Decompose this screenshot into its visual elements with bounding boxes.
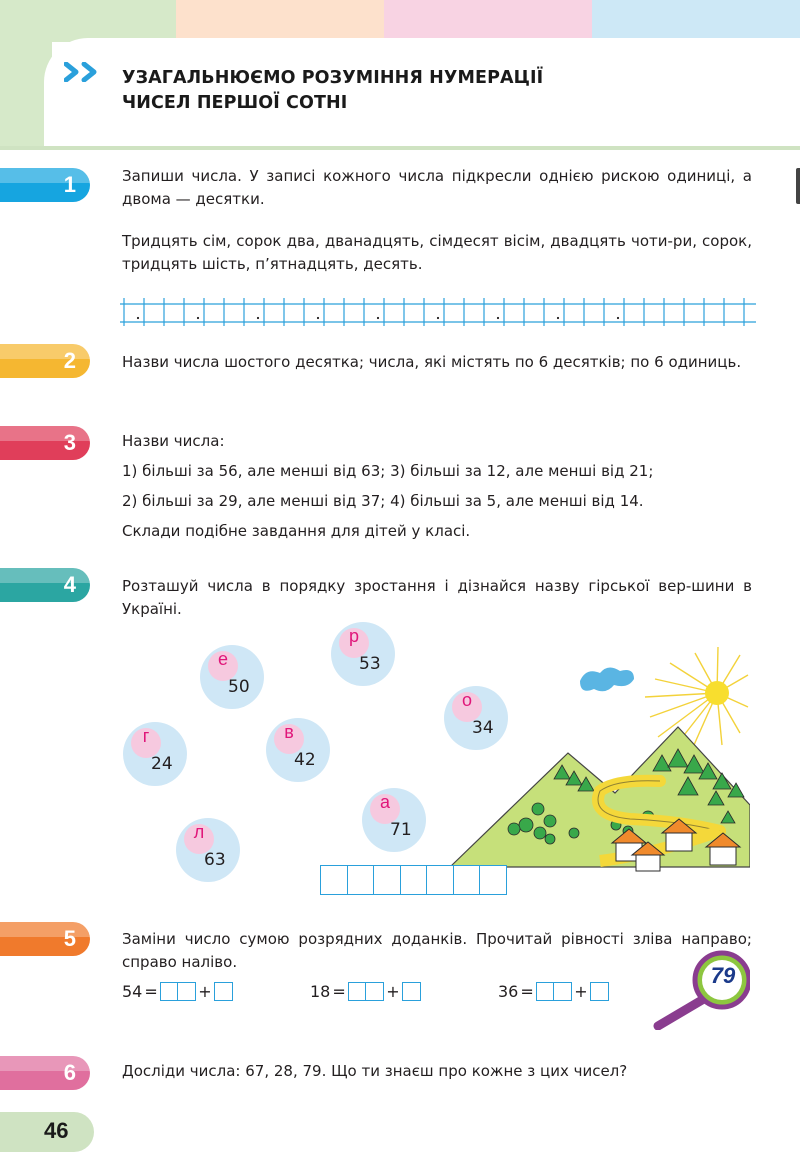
task-number: 6 bbox=[63, 1060, 76, 1085]
bubble-letter: о bbox=[461, 690, 472, 710]
mountain-landscape-illustration bbox=[440, 645, 750, 880]
task-number: 4 bbox=[63, 572, 76, 597]
bubble-letter: г bbox=[142, 726, 150, 746]
writing-grid bbox=[120, 294, 756, 330]
bubble-letter: л bbox=[193, 822, 205, 842]
answer-cell[interactable] bbox=[400, 865, 428, 895]
task-badge-3 bbox=[0, 426, 90, 460]
letter-bubble-v bbox=[266, 718, 330, 782]
bubble-value: 71 bbox=[390, 820, 412, 840]
task-number: 3 bbox=[63, 430, 76, 455]
double-chevron-icon bbox=[64, 62, 108, 86]
title-line-2: ЧИСЕЛ ПЕРШОЇ СОТНІ bbox=[122, 93, 348, 113]
answer-cell[interactable] bbox=[347, 865, 375, 895]
bubble-value: 34 bbox=[472, 718, 494, 738]
task-1-instruction: Запиши числа. У записі кожного числа підкресли однією рискою одиниці, а двома — десятки. bbox=[122, 167, 752, 208]
bubble-letter: в bbox=[284, 722, 294, 742]
equation-number: 54 bbox=[122, 982, 143, 1001]
plus-sign: + bbox=[198, 982, 212, 1001]
magnifier-icon bbox=[650, 950, 750, 1030]
equation-2 bbox=[310, 982, 421, 1001]
equation-number: 18 bbox=[310, 982, 331, 1001]
task-badge-1 bbox=[0, 168, 90, 202]
answer-cell[interactable] bbox=[426, 865, 454, 895]
task-badge-6 bbox=[0, 1056, 90, 1090]
task-badge-4 bbox=[0, 568, 90, 602]
task-3-intro: Назви числа: bbox=[122, 432, 225, 450]
task-2-text: Назви числа шостого десятка; числа, які містять по 6 десятків; по 6 одиниць. bbox=[122, 353, 742, 371]
page-edge-tab bbox=[796, 168, 800, 204]
equals-sign: = bbox=[520, 982, 534, 1001]
answer-square[interactable] bbox=[365, 982, 384, 1001]
answer-square[interactable] bbox=[590, 982, 609, 1001]
answer-square[interactable] bbox=[348, 982, 367, 1001]
letter-bubble-l bbox=[176, 818, 240, 882]
answer-cell[interactable] bbox=[320, 865, 348, 895]
magnifier-number: 79 bbox=[710, 963, 736, 988]
equals-sign: = bbox=[332, 982, 346, 1001]
letter-bubble-e bbox=[200, 645, 264, 709]
plus-sign: + bbox=[386, 982, 400, 1001]
answer-square[interactable] bbox=[553, 982, 572, 1001]
page-title bbox=[122, 66, 543, 116]
task-3-line-2: 2) більші за 29, але менші від 37; 4) більші за 5, але менші від 14. bbox=[122, 492, 644, 510]
letter-bubble-a bbox=[362, 788, 426, 852]
equation-3 bbox=[498, 982, 609, 1001]
letter-bubble-r bbox=[331, 622, 395, 686]
answer-cell[interactable] bbox=[479, 865, 507, 895]
answer-word-boxes[interactable] bbox=[320, 865, 506, 895]
task-6-text: Досліди числа: 67, 28, 79. Що ти знаєш про кожне з цих чисел? bbox=[122, 1062, 628, 1080]
answer-square[interactable] bbox=[402, 982, 421, 1001]
task-badge-2 bbox=[0, 344, 90, 378]
letter-bubble-g bbox=[123, 722, 187, 786]
bubble-value: 42 bbox=[294, 750, 316, 770]
task-1-numbers: Тридцять сім, сорок два, дванадцять, сімдесят вісім, двадцять чоти-ри, сорок, тридцять шість, п’ятнадцять, десять. bbox=[122, 232, 752, 273]
equation-number: 36 bbox=[498, 982, 519, 1001]
top-bar-pink bbox=[384, 0, 592, 42]
task-3-line-3: Склади подібне завдання для дітей у класі. bbox=[122, 522, 471, 540]
title-line-1: УЗАГАЛЬНЮЄМО РОЗУМІННЯ НУМЕРАЦІЇ bbox=[122, 68, 544, 88]
answer-cell[interactable] bbox=[453, 865, 481, 895]
bubble-letter: а bbox=[379, 792, 390, 812]
task-4-text: Розташуй числа в порядку зростання і дізнайся назву гірської вер-шини в Україні. bbox=[122, 577, 752, 618]
answer-square[interactable] bbox=[160, 982, 179, 1001]
equals-sign: = bbox=[144, 982, 158, 1001]
answer-square[interactable] bbox=[214, 982, 233, 1001]
bubble-value: 53 bbox=[359, 654, 381, 674]
bubble-value: 24 bbox=[151, 754, 173, 774]
top-bar-blue bbox=[592, 0, 800, 42]
task-number: 5 bbox=[63, 926, 76, 951]
answer-square[interactable] bbox=[536, 982, 555, 1001]
bubble-value: 63 bbox=[204, 850, 226, 870]
header-divider bbox=[0, 146, 800, 150]
bubble-letter: р bbox=[348, 626, 359, 646]
answer-cell[interactable] bbox=[373, 865, 401, 895]
task-badge-5 bbox=[0, 922, 90, 956]
task-3-line-1: 1) більші за 56, але менші від 63; 3) більші за 12, але менші від 21; bbox=[122, 462, 654, 480]
task-5-text: Заміни число сумою розрядних доданків. Прочитай рівності зліва направо; справо наліво. bbox=[122, 930, 752, 971]
top-bar-orange bbox=[176, 0, 384, 42]
plus-sign: + bbox=[574, 982, 588, 1001]
task-number: 2 bbox=[63, 348, 76, 373]
page-number: 46 bbox=[44, 1118, 69, 1143]
equation-1 bbox=[122, 982, 233, 1001]
task-number: 1 bbox=[63, 172, 76, 197]
answer-square[interactable] bbox=[177, 982, 196, 1001]
bubble-value: 50 bbox=[228, 677, 250, 697]
bubble-letter: е bbox=[217, 649, 228, 669]
